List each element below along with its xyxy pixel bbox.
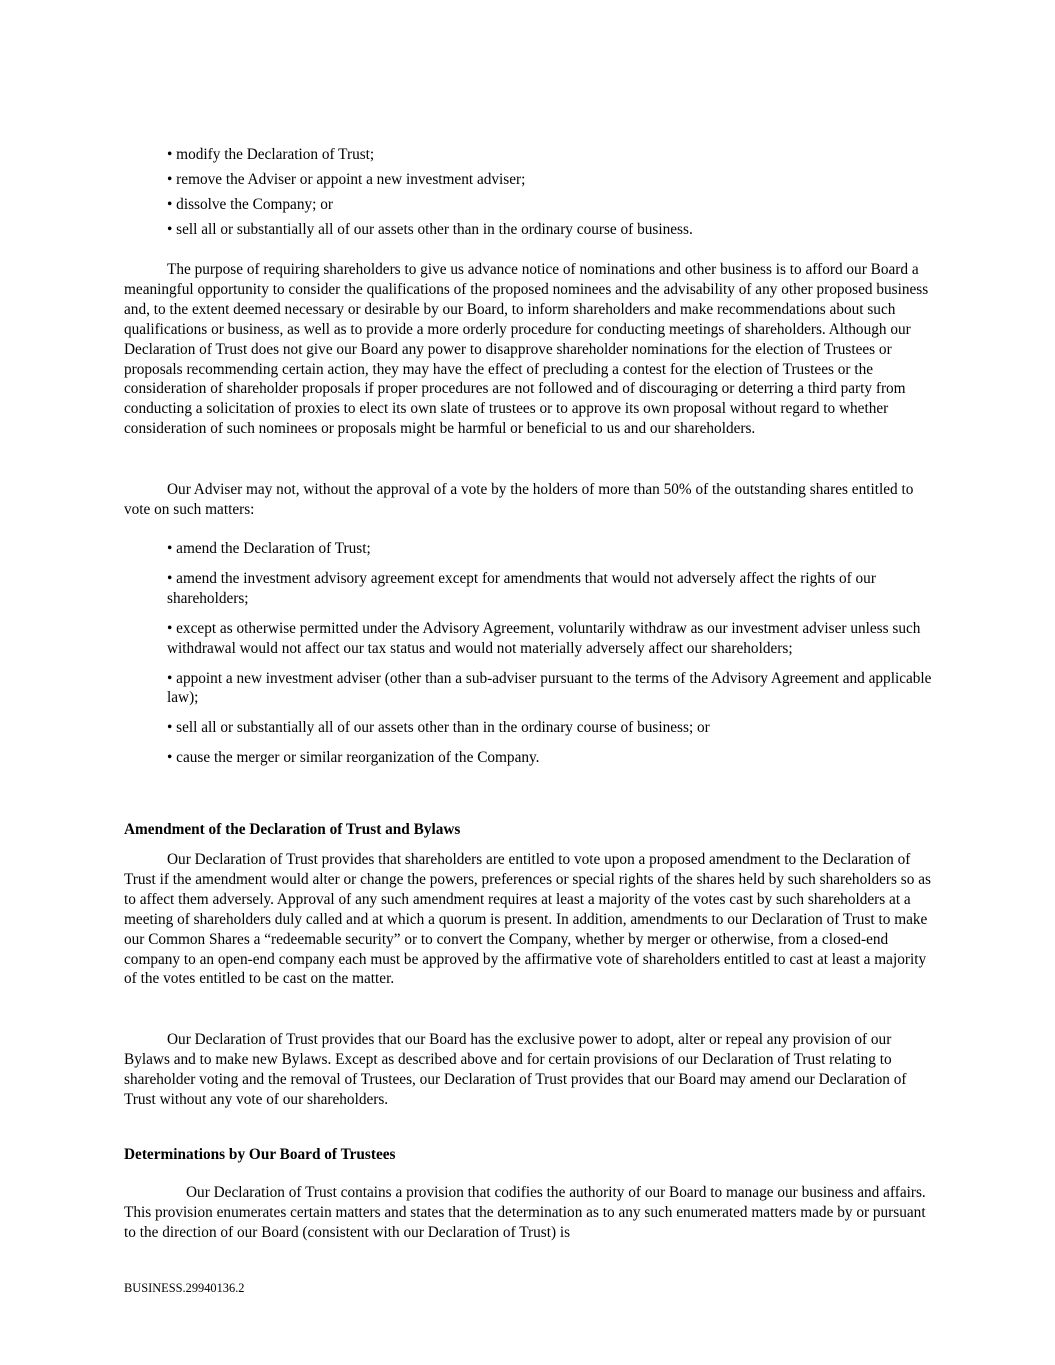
paragraph-determinations bbox=[124, 1183, 934, 1243]
list-item: • amend the Declaration of Trust; bbox=[167, 540, 371, 557]
paragraph-amendment bbox=[124, 850, 934, 989]
list-item: • modify the Declaration of Trust; bbox=[167, 146, 375, 163]
list-item: • sell all or substantially all of our assets other than in the ordinary course of business. bbox=[167, 221, 693, 238]
section-heading-amendment: Amendment of the Declaration of Trust and Bylaws bbox=[124, 821, 461, 838]
paragraph-text: Our Declaration of Trust provides that our Board has the exclusive power to adopt, alter or repeal any provision of our Bylaws and to make new Bylaws. Except as described above and for certain provisions of our Declaration of Trust relating to shareholder voting and the removal of Trustees, our Declaration of Trust provides that our Board may amend our Declaration of Trust without any vote of our shareholders. bbox=[124, 1031, 907, 1108]
paragraph-bylaws bbox=[124, 1030, 934, 1110]
list-item: • sell all or substantially all of our assets other than in the ordinary course of business; or bbox=[167, 719, 710, 737]
list-item: • remove the Adviser or appoint a new investment adviser; bbox=[167, 171, 526, 188]
list-item: • amend the investment advisory agreement except for amendments that would not adversely affect the rights of our shareholders; bbox=[167, 569, 876, 607]
list-item: • dissolve the Company; or bbox=[167, 196, 333, 213]
list-item: • appoint a new investment adviser (other than a sub-adviser pursuant to the terms of the Advisory Agreement and applicable law); bbox=[167, 669, 932, 707]
bullet-list-adviser bbox=[124, 539, 934, 778]
paragraph-adviser-approval bbox=[124, 480, 934, 520]
paragraph-text: The purpose of requiring shareholders to give us advance notice of nominations and other business is to afford our Board a meaningful opportunity to consider the qualifications of the proposed nominees and the advisability of any other proposed business and, to the extent deemed necessary or desirable by our Board, to inform shareholders and make recommendations about such qualifications or business, as well as to provide a more orderly procedure for conducting meetings of shareholders. Although our Declaration of Trust does not give our Board any power to disapprove shareholder nominations for the election of Trustees or proposals recommending certain action, they may have the effect of precluding a contest for the election of Trustees or the consideration of shareholder proposals if proper procedures are not followed and of discouraging or deterring a third party from conducting a solicitation of proxies to elect its own slate of trustees or to approve its own proposal without regard to whether consideration of such nominees or proposals might be harmful or beneficial to us and our shareholders. bbox=[124, 261, 929, 438]
list-item: • cause the merger or similar reorganization of the Company. bbox=[167, 749, 540, 767]
bullet-list-top bbox=[124, 145, 934, 245]
section-heading-determinations: Determinations by Our Board of Trustees bbox=[124, 1146, 396, 1163]
paragraph-text: Our Adviser may not, without the approval of a vote by the holders of more than 50% of the outstanding shares entitled to vote on such matters: bbox=[124, 481, 914, 518]
list-item: • except as otherwise permitted under the Advisory Agreement, voluntarily withdraw as our investment adviser unless such withdrawal would not affect our tax status and would not materially adversely affect our shareholders; bbox=[167, 619, 921, 657]
paragraph-text: Our Declaration of Trust provides that shareholders are entitled to vote upon a proposed amendment to the Declaration of Trust if the amendment would alter or change the powers, preferences or special rights of the shares held by such shareholders so as to affect them adversely. Approval of any such amendment requires at least a majority of the votes cast by such shareholders at a meeting of shareholders duly called and at which a quorum is present. In addition, amendments to our Declaration of Trust to make our Common Shares a “redeemable security” or to convert the Company, whether by merger or otherwise, from a closed-end company to an open-end company each must be approved by the affirmative vote of shareholders entitled to cast at least a majority of the votes entitled to be cast on the matter. bbox=[124, 851, 931, 988]
paragraph-text: Our Declaration of Trust contains a provision that codifies the authority of our Board to manage our business and affairs. This provision enumerates certain matters and states that the determination as to any such enumerated matters made by or pursuant to the direction of our Board (consistent with our Declaration of Trust) is bbox=[124, 1184, 926, 1241]
document-footer-id: BUSINESS.29940136.2 bbox=[124, 1281, 245, 1295]
paragraph-advance-notice bbox=[124, 260, 934, 439]
